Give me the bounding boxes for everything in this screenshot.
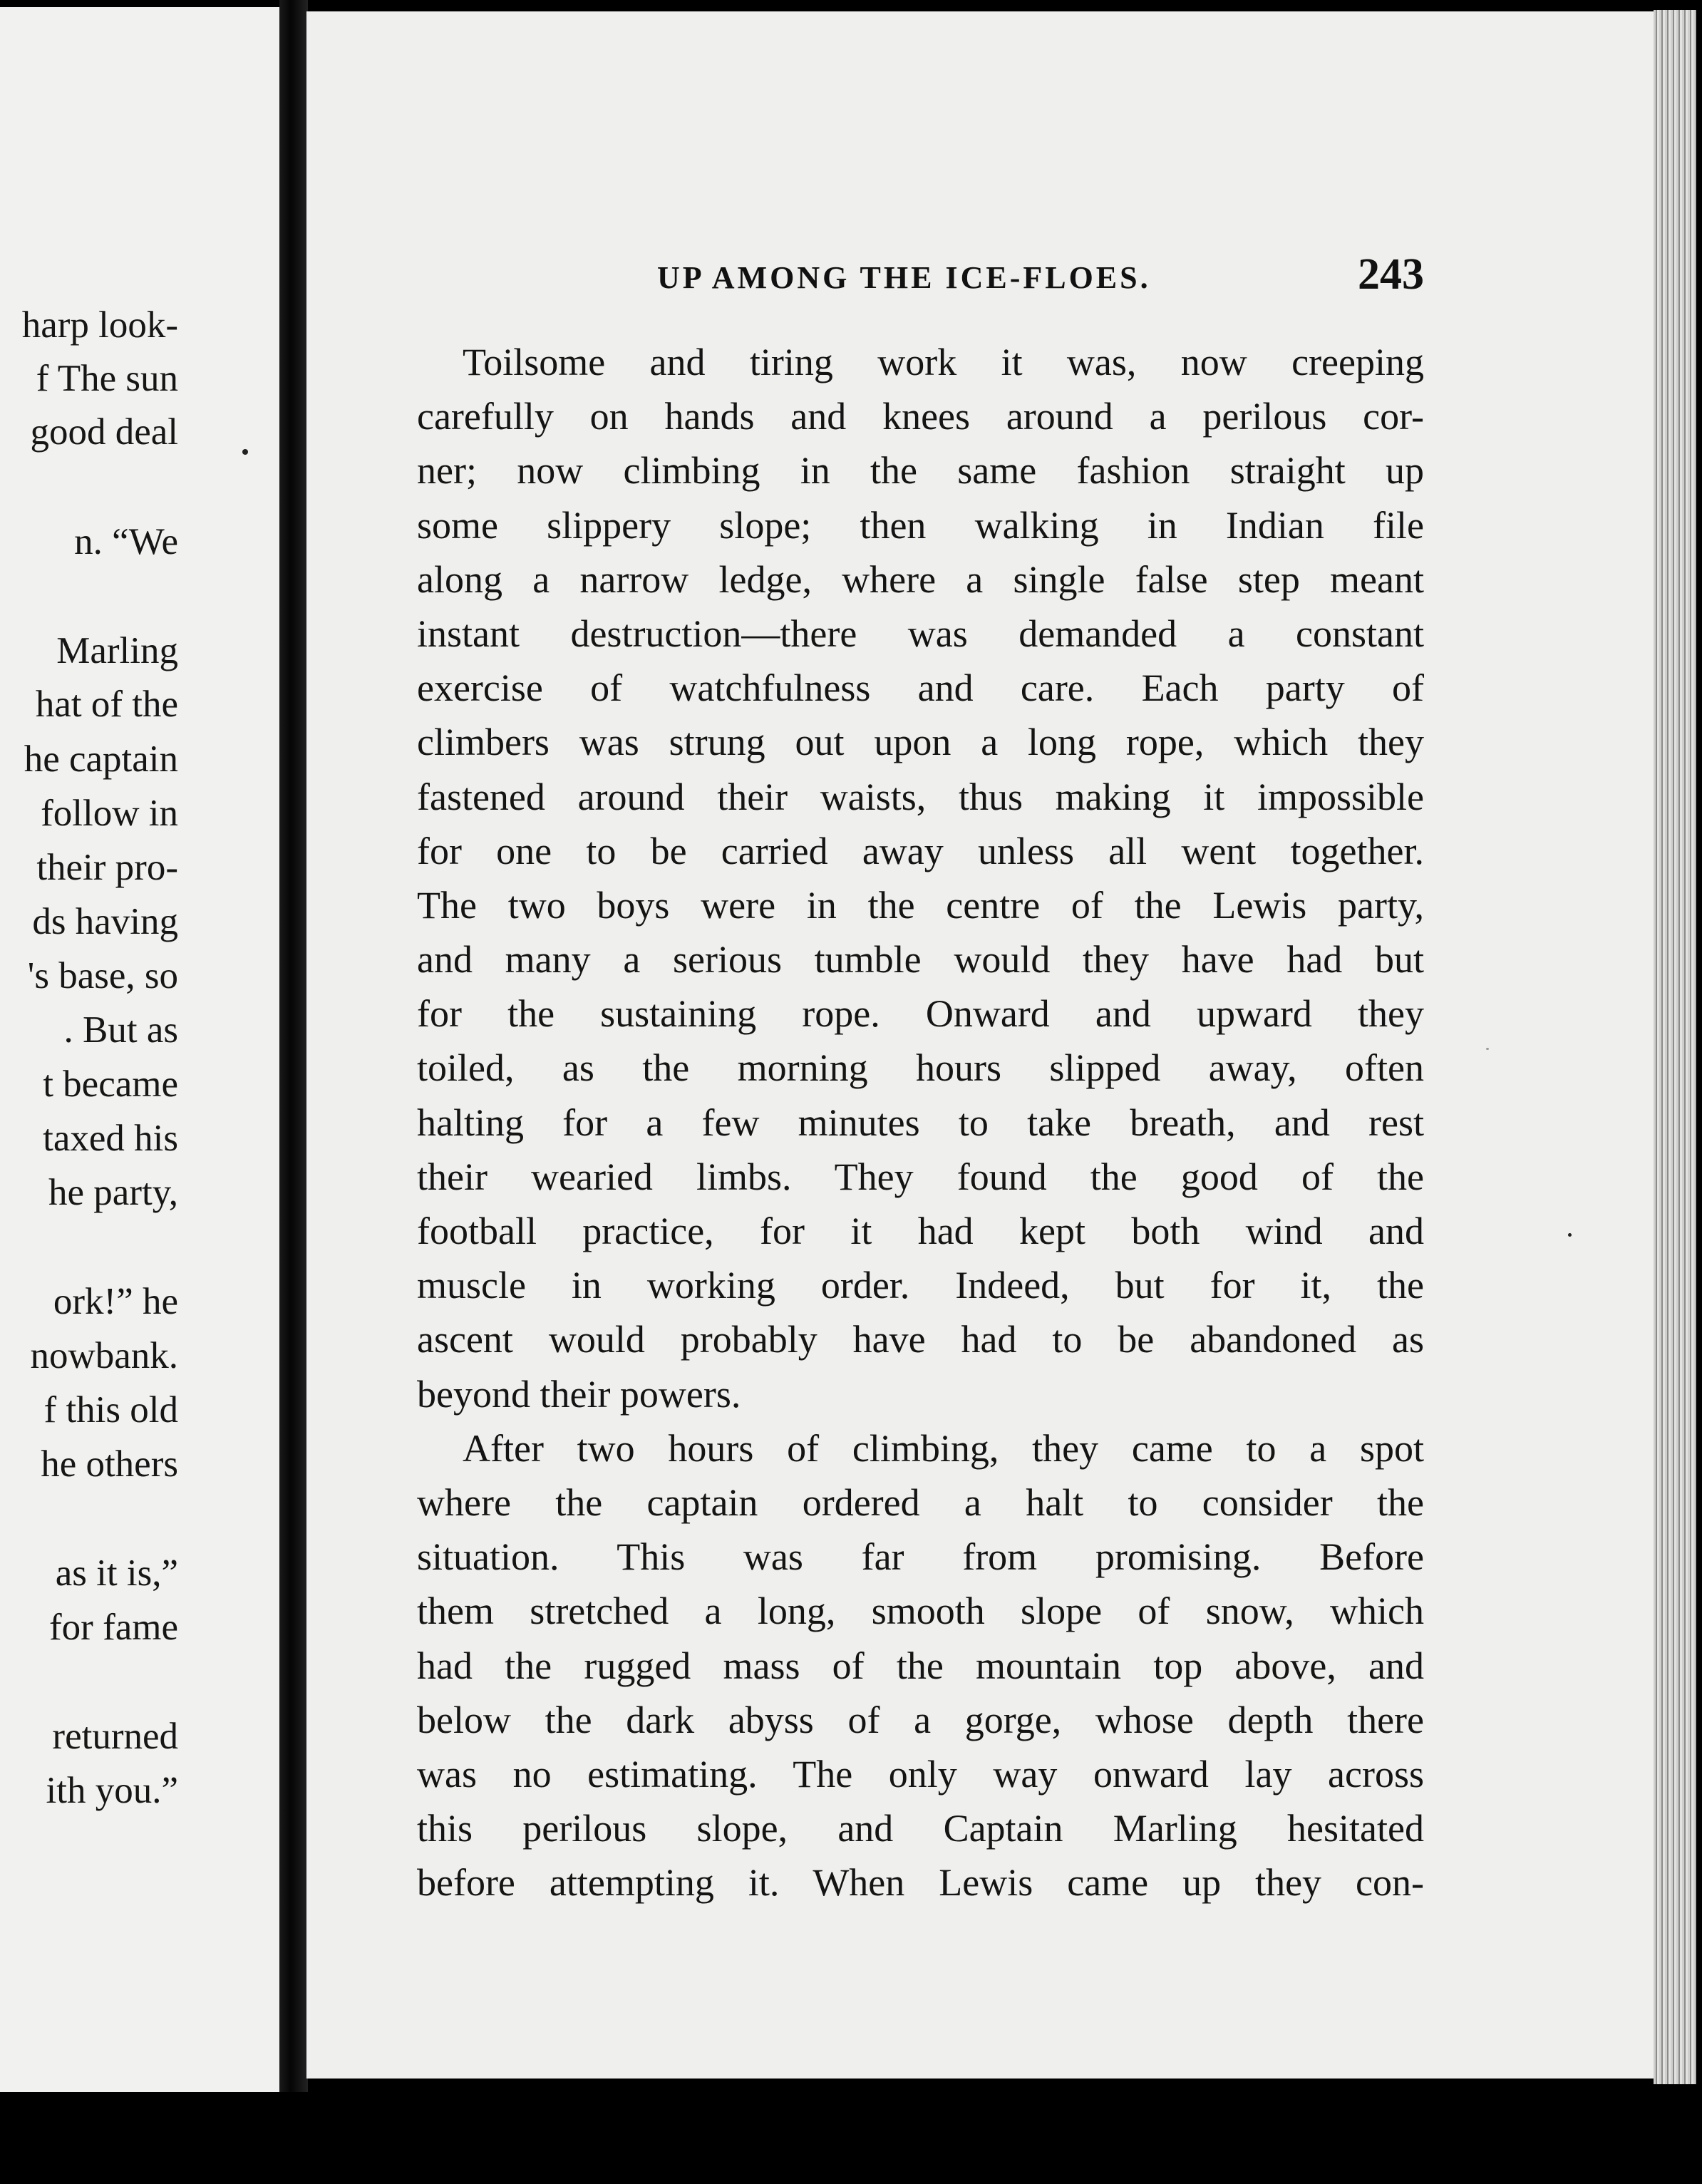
- text-line: had the rugged mass of the mountain top above, and: [417, 1644, 1424, 1687]
- ink-speck: [1486, 1048, 1489, 1050]
- text-line: carefully on hands and knees around a perilous cor-: [417, 395, 1424, 438]
- text-line: ner; now climbing in the same fashion straight up: [417, 449, 1424, 493]
- text-line: some slippery slope; then walking in Indian file: [417, 503, 1424, 547]
- text-line: their wearied limbs. They found the good of the: [417, 1155, 1424, 1198]
- text-line: football practice, for it had kept both wind and: [417, 1210, 1424, 1252]
- page-edge: [1654, 10, 1696, 2084]
- left-page-line: ork!” he: [53, 1281, 178, 1322]
- text-line: fastened around their waists, thus making it impossible: [417, 775, 1424, 818]
- text-line: After two hours of climbing, they came to a spot: [463, 1426, 1424, 1470]
- text-line: along a narrow ledge, where a single false step meant: [417, 557, 1424, 601]
- text-line: beyond their powers.: [417, 1372, 741, 1416]
- text-line: for the sustaining rope. Onward and upward they: [417, 992, 1424, 1036]
- left-page-line: ith you.”: [46, 1770, 178, 1811]
- page-number: 243: [1358, 250, 1424, 299]
- text-line: exercise of watchfulness and care. Each party of: [417, 666, 1424, 710]
- left-page-line: hat of the: [35, 684, 178, 725]
- left-page-line: Marling: [56, 630, 178, 671]
- text-line: Toilsome and tiring work it was, now creeping: [463, 341, 1424, 383]
- left-page-line: he captain: [24, 738, 178, 780]
- text-line: where the captain ordered a halt to consider the: [417, 1480, 1424, 1524]
- text-line: climbers was strung out upon a long rope, which they: [417, 721, 1424, 764]
- left-page-line: ds having: [32, 901, 178, 942]
- left-page-line: 's base, so: [27, 955, 178, 996]
- running-head: UP AMONG THE ICE-FLOES.: [657, 260, 1151, 295]
- left-page-line: n. “We: [74, 521, 178, 562]
- page-body: [417, 335, 1424, 1910]
- left-page-line: . But as: [63, 1009, 178, 1051]
- left-page-line: t became: [43, 1063, 178, 1105]
- left-page-line: good deal: [30, 411, 178, 453]
- left-page-line: returned: [52, 1716, 178, 1757]
- text-line: ascent would probably have had to be abandoned as: [417, 1318, 1424, 1361]
- left-page-line: their pro-: [36, 847, 178, 888]
- text-line: toiled, as the morning hours slipped away, often: [417, 1046, 1424, 1090]
- left-page-line: he others: [41, 1443, 178, 1485]
- ink-speck: [242, 449, 248, 455]
- left-page-line: nowbank.: [30, 1335, 178, 1376]
- text-line: The two boys were in the centre of the Lewis party,: [417, 883, 1424, 927]
- text-line: for one to be carried away unless all went together.: [417, 829, 1424, 872]
- ink-speck: [1568, 1233, 1572, 1237]
- left-page-line: follow in: [41, 793, 178, 834]
- text-line: halting for a few minutes to take breath, and rest: [417, 1101, 1424, 1144]
- left-page-line: taxed his: [43, 1118, 178, 1159]
- left-page-line: harp look-: [21, 304, 178, 346]
- text-line: below the dark abyss of a gorge, whose depth there: [417, 1698, 1424, 1741]
- text-line: this perilous slope, and Captain Marling hesitated: [417, 1807, 1424, 1850]
- text-line: before attempting it. When Lewis came up they con-: [417, 1861, 1424, 1905]
- left-page-line: he party,: [48, 1172, 178, 1213]
- left-page-line: as it is,”: [55, 1552, 178, 1594]
- scan-border: [0, 2092, 1702, 2184]
- left-page-line: f this old: [43, 1389, 178, 1431]
- page-header: [657, 249, 1424, 299]
- left-facing-page: [0, 7, 279, 2096]
- left-page-line: f The sun: [36, 358, 178, 399]
- text-line: instant destruction—there was demanded a constant: [417, 612, 1424, 655]
- text-line: and many a serious tumble would they have had but: [417, 938, 1424, 982]
- book-gutter: [279, 0, 308, 2110]
- text-line: muscle in working order. Indeed, but for it, the: [417, 1264, 1424, 1307]
- text-line: them stretched a long, smooth slope of snow, which: [417, 1590, 1424, 1633]
- left-page-line: for fame: [49, 1607, 178, 1648]
- text-line: was no estimating. The only way onward lay across: [417, 1752, 1424, 1796]
- text-line: situation. This was far from promising. Before: [417, 1535, 1424, 1579]
